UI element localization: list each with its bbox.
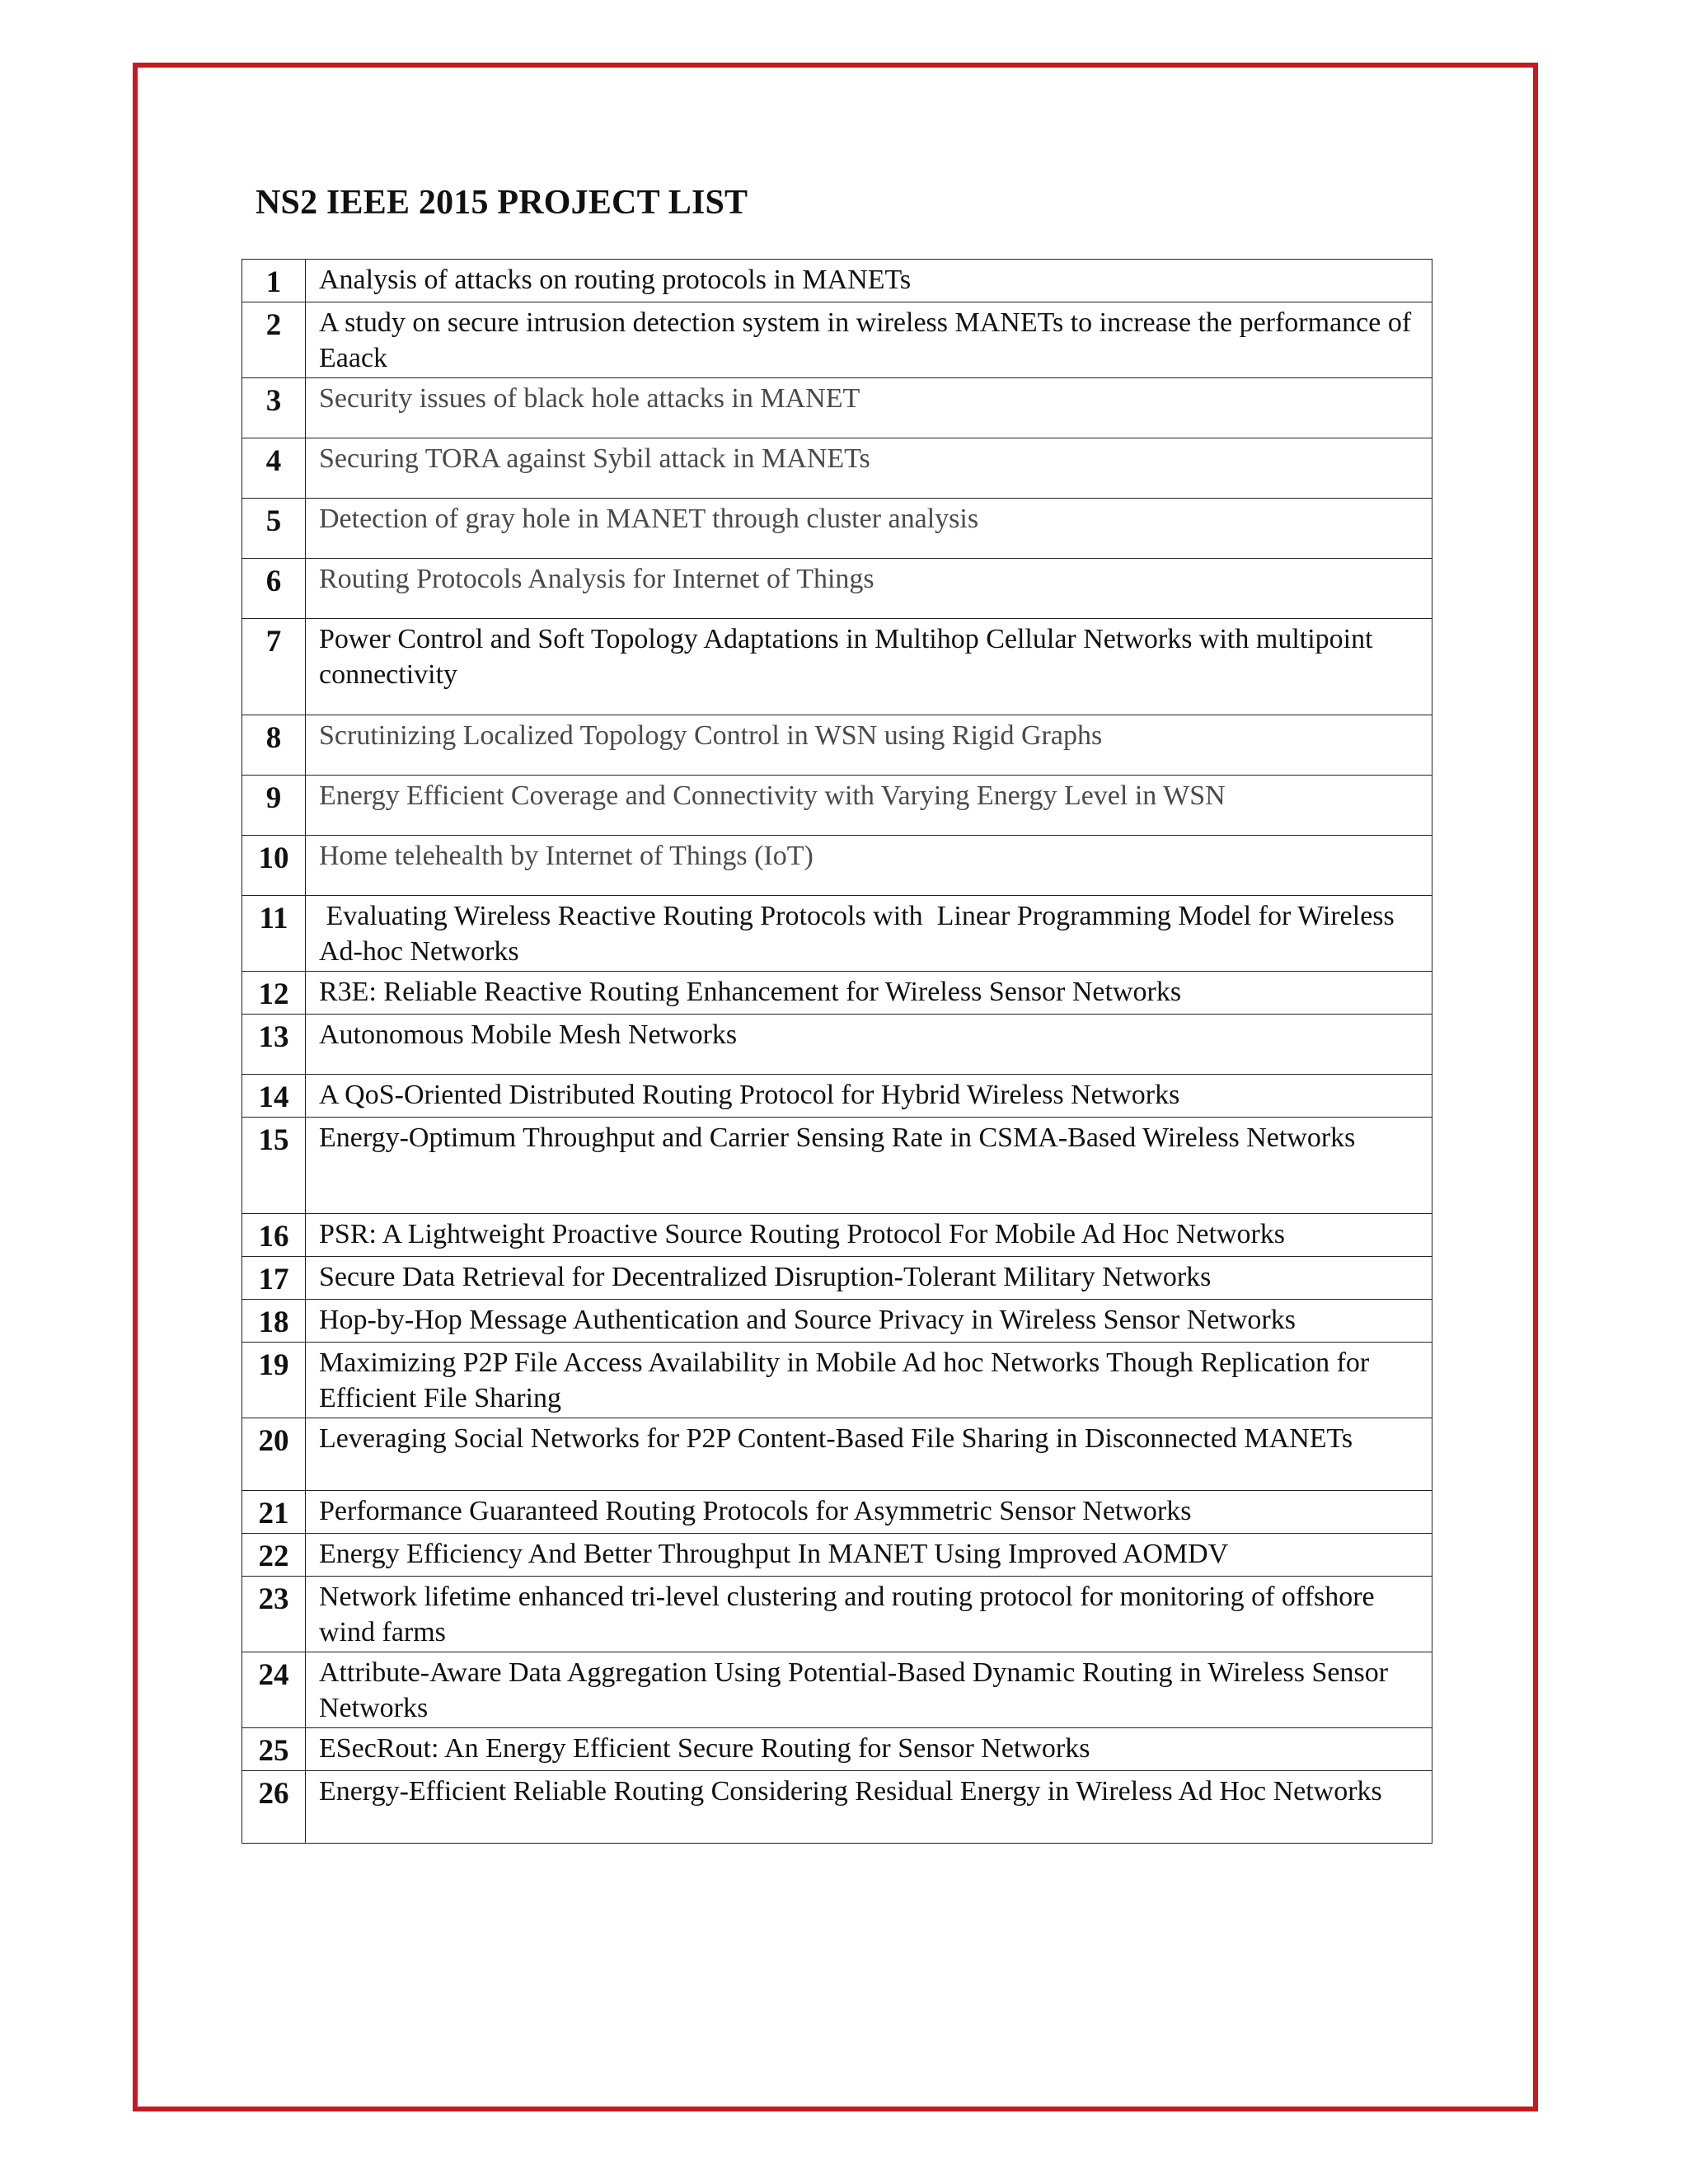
project-title: PSR: A Lightweight Proactive Source Routing Protocol For Mobile Ad Hoc Networks (306, 1214, 1432, 1257)
table-row (242, 499, 1432, 559)
project-number: 11 (242, 896, 306, 972)
project-number: 26 (242, 1771, 306, 1844)
table-row (242, 1015, 1432, 1075)
project-title: ESecRout: An Energy Efficient Secure Routing for Sensor Networks (306, 1728, 1432, 1771)
project-title: Home telehealth by Internet of Things (IoT) (306, 836, 1432, 896)
project-title: Evaluating Wireless Reactive Routing Protocols with Linear Programming Model for Wireless Ad-hoc Networks (306, 896, 1432, 972)
project-number: 9 (242, 776, 306, 836)
project-title: Analysis of attacks on routing protocols in MANETs (306, 260, 1432, 302)
table-row (242, 1214, 1432, 1257)
project-title: Detection of gray hole in MANET through cluster analysis (306, 499, 1432, 559)
project-title: Hop-by-Hop Message Authentication and Source Privacy in Wireless Sensor Networks (306, 1300, 1432, 1343)
project-number: 22 (242, 1534, 306, 1577)
project-title: Routing Protocols Analysis for Internet of Things (306, 559, 1432, 619)
project-title: A QoS-Oriented Distributed Routing Protocol for Hybrid Wireless Networks (306, 1075, 1432, 1118)
table-row (242, 1300, 1432, 1343)
table-row (242, 1534, 1432, 1577)
table-row (242, 836, 1432, 896)
project-number: 2 (242, 302, 306, 378)
table-row (242, 260, 1432, 302)
project-title: Secure Data Retrieval for Decentralized Disruption-Tolerant Military Networks (306, 1257, 1432, 1300)
project-number: 24 (242, 1652, 306, 1728)
project-number: 1 (242, 260, 306, 302)
project-number: 20 (242, 1418, 306, 1491)
project-number: 3 (242, 378, 306, 438)
project-number: 12 (242, 972, 306, 1015)
project-number: 13 (242, 1015, 306, 1075)
table-row (242, 1652, 1432, 1728)
table-row (242, 715, 1432, 776)
project-title: Energy Efficient Coverage and Connectivity with Varying Energy Level in WSN (306, 776, 1432, 836)
project-number: 6 (242, 559, 306, 619)
project-number: 19 (242, 1343, 306, 1418)
project-title: R3E: Reliable Reactive Routing Enhancement for Wireless Sensor Networks (306, 972, 1432, 1015)
project-table (241, 259, 1432, 1844)
page-title: NS2 IEEE 2015 PROJECT LIST (256, 184, 748, 222)
project-title: Scrutinizing Localized Topology Control in WSN using Rigid Graphs (306, 715, 1432, 776)
project-title: Autonomous Mobile Mesh Networks (306, 1015, 1432, 1075)
project-title: Leveraging Social Networks for P2P Content-Based File Sharing in Disconnected MANETs (306, 1418, 1432, 1491)
table-row (242, 378, 1432, 438)
project-title: Attribute-Aware Data Aggregation Using Potential-Based Dynamic Routing in Wireless Sensor Networks (306, 1652, 1432, 1728)
project-number: 17 (242, 1257, 306, 1300)
table-row (242, 438, 1432, 499)
table-row (242, 1343, 1432, 1418)
table-row (242, 1771, 1432, 1844)
project-title: Energy-Optimum Throughput and Carrier Sensing Rate in CSMA-Based Wireless Networks (306, 1118, 1432, 1214)
project-number: 16 (242, 1214, 306, 1257)
project-number: 18 (242, 1300, 306, 1343)
project-title: Securing TORA against Sybil attack in MANETs (306, 438, 1432, 499)
project-title: A study on secure intrusion detection system in wireless MANETs to increase the performance of Eaack (306, 302, 1432, 378)
project-table-body (242, 260, 1432, 1844)
project-number: 8 (242, 715, 306, 776)
table-row (242, 1577, 1432, 1652)
project-number: 25 (242, 1728, 306, 1771)
project-title: Energy-Efficient Reliable Routing Considering Residual Energy in Wireless Ad Hoc Networks (306, 1771, 1432, 1844)
table-row (242, 972, 1432, 1015)
table-row (242, 1418, 1432, 1491)
project-number: 21 (242, 1491, 306, 1534)
project-number: 4 (242, 438, 306, 499)
table-row (242, 1257, 1432, 1300)
project-title: Network lifetime enhanced tri-level clustering and routing protocol for monitoring of offshore wind farms (306, 1577, 1432, 1652)
table-row (242, 1075, 1432, 1118)
project-number: 7 (242, 619, 306, 715)
project-number: 5 (242, 499, 306, 559)
table-row (242, 619, 1432, 715)
project-title: Maximizing P2P File Access Availability in Mobile Ad hoc Networks Though Replication for Efficient File Sharing (306, 1343, 1432, 1418)
project-title: Performance Guaranteed Routing Protocols for Asymmetric Sensor Networks (306, 1491, 1432, 1534)
project-number: 15 (242, 1118, 306, 1214)
table-row (242, 1491, 1432, 1534)
table-row (242, 896, 1432, 972)
project-title: Security issues of black hole attacks in MANET (306, 378, 1432, 438)
table-row (242, 1118, 1432, 1214)
project-number: 14 (242, 1075, 306, 1118)
project-title: Energy Efficiency And Better Throughput In MANET Using Improved AOMDV (306, 1534, 1432, 1577)
table-row (242, 776, 1432, 836)
project-title: Power Control and Soft Topology Adaptations in Multihop Cellular Networks with multipoint connectivity (306, 619, 1432, 715)
project-number: 23 (242, 1577, 306, 1652)
table-row (242, 559, 1432, 619)
table-row (242, 1728, 1432, 1771)
project-number: 10 (242, 836, 306, 896)
table-row (242, 302, 1432, 378)
